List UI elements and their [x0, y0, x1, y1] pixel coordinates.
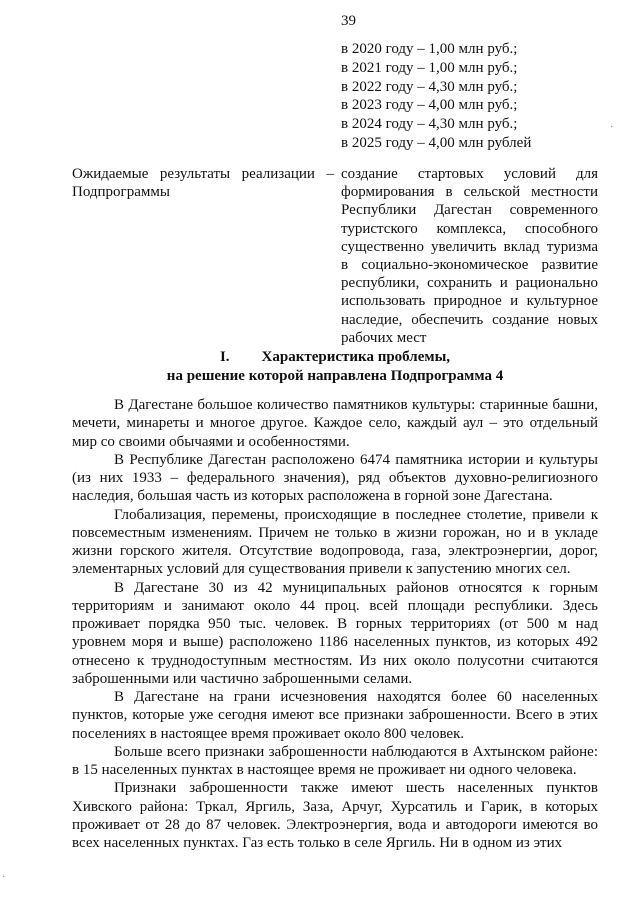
expected-results-text: создание стартовых условий для формирования в сельской местности Республики Дагестан современного туристского комплекса, способного существенно увеличить вклад туризма в социально-экономическое развитие республики, сохранить и рационально использовать природное и культурное наследие, обеспечить создание новых рабочих мест: [341, 166, 598, 346]
paragraph-7: Признаки заброшенности также имеют шесть населенных пунктов Хивского района: Тркал, Яргиль, Заза, Арчуг, Хурсатиль и Гарик, в которых проживает от 28 до 87 человек. Электроэнергия, вода и автодороги имеются во всех населенных пунктах. Газ есть только в селе Яргиль. Ни в одном из этих: [72, 780, 598, 851]
paragraph-1: В Дагестане большое количество памятников культуры: старинные башни, мечети, минареты и многое другое. Каждое село, каждый аул – это отдельный мир со своими обычаями и особенностями.: [72, 397, 598, 450]
paragraph-6: Больше всего признаки заброшенности наблюдаются в Ахтынском районе: в 15 населенных пунктах в настоящее время не проживает ни одного человека.: [72, 743, 598, 778]
section-heading: [72, 348, 598, 386]
scan-speck: ·: [2, 872, 6, 883]
page-number: 39: [341, 13, 356, 29]
section-number: I.: [219, 349, 230, 365]
funding-line-2021: в 2021 году – 1,00 млн руб.;: [341, 59, 518, 76]
paragraph-3: Глобализация, перемены, происходящие в последнее столетие, привели к повсеместным изменениям. Причем не только в жизни горожан, но и в укладе жизни горского жителя. Отсутствие водопровода, газа, электроэнергии, дорог, элементарных условий для существования привели к запустению многих сел.: [72, 506, 598, 578]
funding-list: [341, 40, 531, 153]
expected-results-label-line1: Ожидаемые результаты реализации –: [72, 166, 334, 182]
expected-results-label: [72, 165, 334, 201]
funding-line-2022: в 2022 году – 4,30 млн руб.;: [341, 78, 518, 95]
section-title-line2: на решение которой направлена Подпрограмма 4: [166, 368, 504, 384]
expected-results-label-line2: Подпрограммы: [72, 184, 170, 200]
funding-line-2025: в 2025 году – 4,00 млн рублей: [341, 134, 532, 151]
section-body: [72, 396, 598, 852]
section-title-line1: Характеристика проблемы,: [261, 349, 451, 365]
paragraph-2: В Республике Дагестан расположено 6474 памятника истории и культуры (из них 1933 – федерального значения), ряд объектов духовно-религиозного наследия, большая часть из которых расположена в горной зоне Дагестана.: [72, 451, 598, 505]
funding-line-2023: в 2023 году – 4,00 млн руб.;: [341, 97, 518, 114]
paragraph-5: В Дагестане на грани исчезновения находятся более 60 населенных пунктов, которые уже сегодня имеют все признаки заброшенности. Всего в этих поселениях в настоящее время проживает около 800 человек.: [72, 689, 598, 742]
paragraph-4: В Дагестане 30 из 42 муниципальных районов относятся к горным территориям и занимают около 44 проц. всей площади республики. Здесь проживает порядка 950 тыс. человек. В горных территориях (от 500 м над уровнем моря и выше) расположено 1186 населенных пунктов, из которых 492 отнесено к труднодоступным местностям. Из них около полусотни считаются заброшенными или частично заброшенными селами.: [72, 579, 598, 687]
section-heading-line1: [72, 348, 598, 367]
funding-line-2024: в 2024 году – 4,30 млн руб.;: [341, 116, 518, 133]
funding-line-2020: в 2020 году – 1,00 млн руб.;: [341, 41, 518, 57]
scan-speck: ·: [610, 122, 614, 133]
